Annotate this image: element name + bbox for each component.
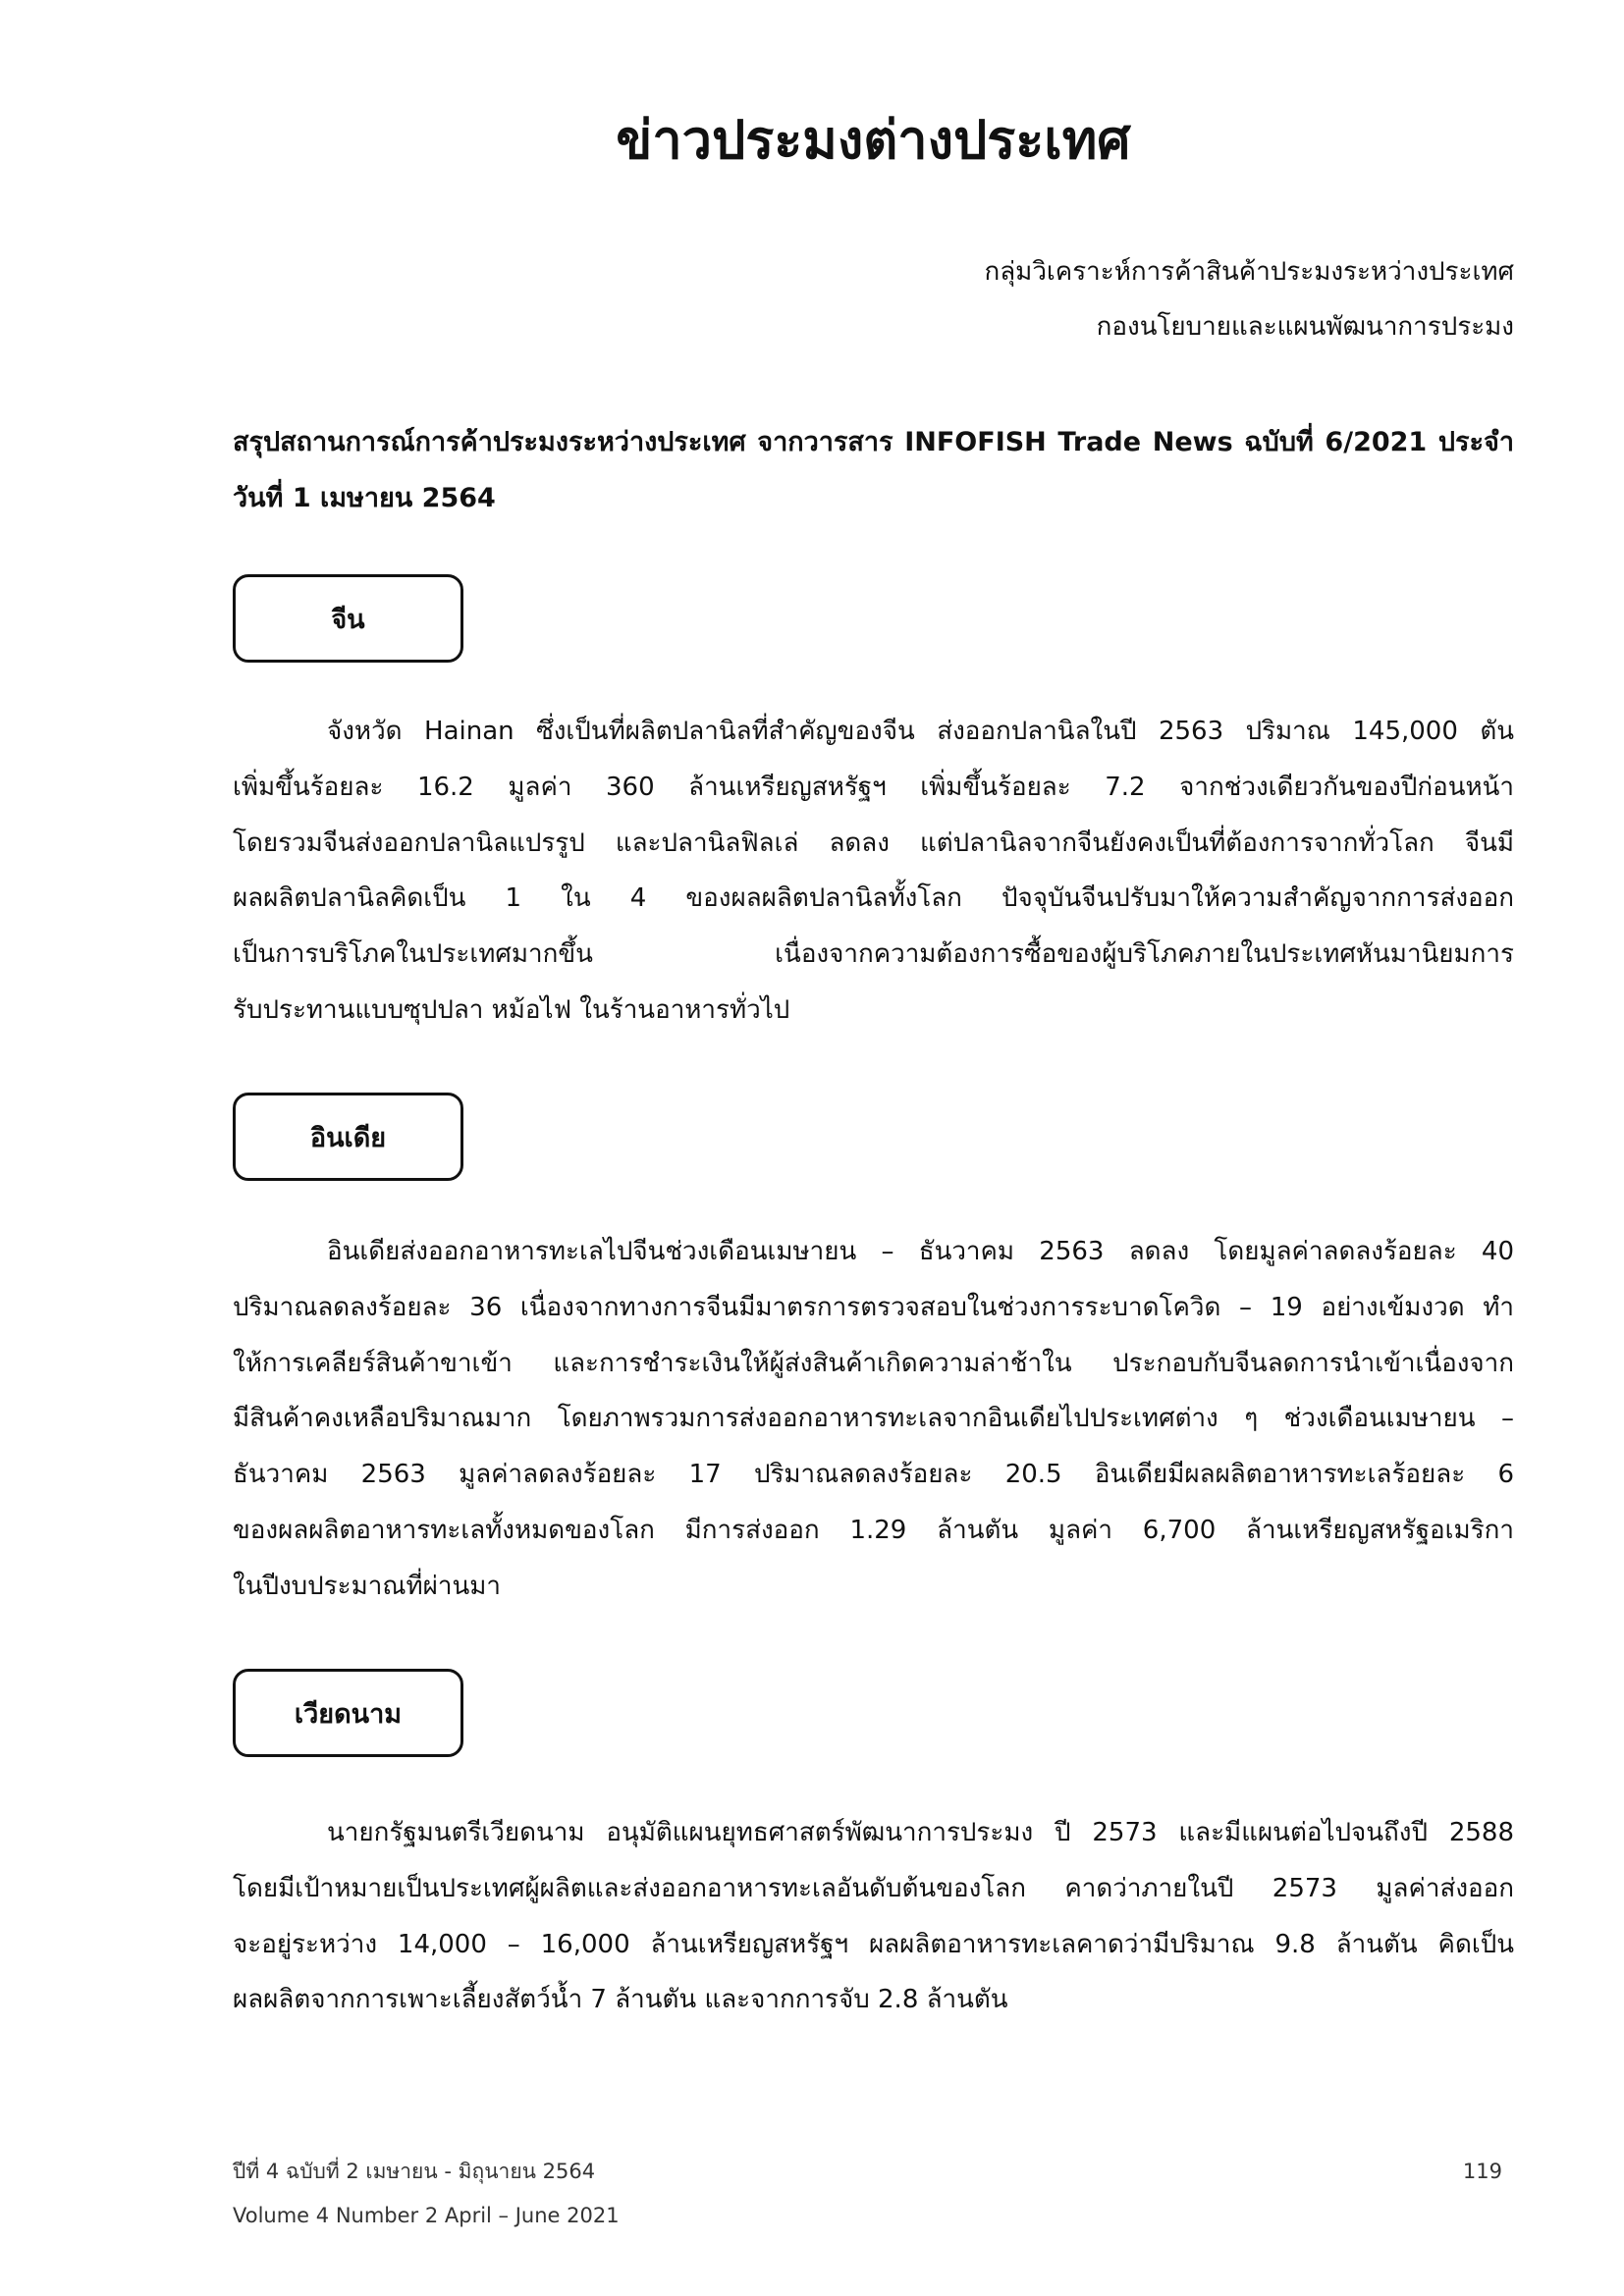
- agency-block: [233, 244, 1514, 354]
- section-label-text: เวียดนาม: [294, 1698, 403, 1730]
- page-title: ข่าวประมงต่างประเทศ: [616, 109, 1131, 171]
- paragraph-line: เพิ่มขึ้นร้อยละ 16.2 มูลค่า 360 ล้านเหรียญสหรัฐฯ เพิ่มขึ้นร้อยละ 7.2 จากช่วงเดียวกันของปีก่อนหน้า: [233, 772, 1514, 802]
- section-body-china: [233, 704, 1514, 1039]
- summary-heading-line: วันที่ 1 เมษายน 2564: [233, 483, 496, 513]
- section-body-vietnam: [233, 1805, 1514, 2028]
- page-number: 119: [1462, 2160, 1502, 2183]
- section-label-india: [233, 1093, 463, 1181]
- paragraph-line: มีสินค้าคงเหลือปริมาณมาก โดยภาพรวมการส่งออกอาหารทะเลจากอินเดียไปประเทศต่าง ๆ ช่วงเดือนเมษายน –: [233, 1404, 1514, 1434]
- section-label-text: อินเดีย: [309, 1122, 387, 1153]
- paragraph-line: ในปีงบประมาณที่ผ่านมา: [233, 1571, 501, 1601]
- paragraph-line: โดยมีเป้าหมายเป็นประเทศผู้ผลิตและส่งออกอาหารทะเลอันดับต้นของโลก คาดว่าภายในปี 2573 มูลค่าส่งออก: [233, 1873, 1514, 1903]
- paragraph-line: ให้การเคลียร์สินค้าขาเข้า และการชำระเงินให้ผู้ส่งสินค้าเกิดความล่าช้าใน ประกอบกับจีนลดการนำเข้าเนื่องจาก: [233, 1348, 1514, 1378]
- paragraph-line: จะอยู่ระหว่าง 14,000 – 16,000 ล้านเหรียญสหรัฐฯ ผลผลิตอาหารทะเลคาดว่ามีปริมาณ 9.8 ล้านตัน คิดเป็น: [233, 1929, 1514, 1959]
- summary-heading-line: สรุปสถานการณ์การค้าประมงระหว่างประเทศ จากวารสาร INFOFISH Trade News ฉบับที่ 6/2021 ประจำ: [233, 427, 1514, 457]
- summary-heading: [233, 414, 1514, 526]
- footer-issue-english: Volume 4 Number 2 April – June 2021: [233, 2204, 620, 2227]
- paragraph-line: ธันวาคม 2563 มูลค่าลดลงร้อยละ 17 ปริมาณลดลงร้อยละ 20.5 อินเดียมีผลผลิตอาหารทะเลร้อยละ 6: [233, 1460, 1514, 1490]
- footer-issue-info: [233, 2156, 620, 2244]
- paragraph-line: ของผลผลิตอาหารทะเลทั้งหมดของโลก มีการส่งออก 1.29 ล้านตัน มูลค่า 6,700 ล้านเหรียญสหรัฐอเมริกา: [233, 1515, 1514, 1545]
- section-label-text: จีน: [331, 604, 365, 635]
- paragraph-line: นายกรัฐมนตรีเวียดนาม อนุมัติแผนยุทธศาสตร์พัฒนาการประมง ปี 2573 และมีแผนต่อไปจนถึงปี 2588: [327, 1818, 1514, 1847]
- paragraph-line: ปริมาณลดลงร้อยละ 36 เนื่องจากทางการจีนมีมาตรการตรวจสอบในช่วงการระบาดโควิด – 19 อย่างเข้มงวด ทำ: [233, 1292, 1514, 1322]
- agency-division: กลุ่มวิเคราะห์การค้าสินค้าประมงระหว่างประเทศ: [984, 257, 1514, 287]
- paragraph-line: จังหวัด Hainan ซึ่งเป็นที่ผลิตปลานิลที่สำคัญของจีน ส่งออกปลานิลในปี 2563 ปริมาณ 145,000 ตัน: [327, 717, 1514, 746]
- paragraph-line: รับประทานแบบซุปปลา หม้อไฟ ในร้านอาหารทั่วไป: [233, 994, 790, 1025]
- section-label-vietnam: [233, 1669, 463, 1757]
- paragraph-line: ผลผลิตจากการเพาะเลี้ยงสัตว์น้ำ 7 ล้านตัน และจากการจับ 2.8 ล้านตัน: [233, 1985, 1008, 2015]
- section-label-china: [233, 574, 463, 663]
- paragraph-line: ผลผลิตปลานิลคิดเป็น 1 ใน 4 ของผลผลิตปลานิลทั้งโลก ปัจจุบันจีนปรับมาให้ความสำคัญจากการส่งออก: [233, 883, 1514, 914]
- paragraph-line: เป็นการบริโภคในประเทศมากขึ้น เนื่องจากความต้องการซื้อของผู้บริโภคภายในประเทศหันมานิยมการ: [233, 939, 1514, 970]
- agency-department: กองนโยบายและแผนพัฒนาการประมง: [1096, 312, 1514, 342]
- paragraph-line: อินเดียส่งออกอาหารทะเลไปจีนช่วงเดือนเมษายน – ธันวาคม 2563 ลดลง โดยมูลค่าลดลงร้อยละ 40: [327, 1237, 1514, 1266]
- paragraph-line: โดยรวมจีนส่งออกปลานิลแปรรูป และปลานิลฟิลเล่ ลดลง แต่ปลานิลจากจีนยังคงเป็นที่ต้องการจากทั่วโลก จีนมี: [233, 828, 1514, 858]
- section-body-india: [233, 1224, 1514, 1615]
- footer-issue-thai: ปีที่ 4 ฉบับที่ 2 เมษายน - มิถุนายน 2564: [233, 2160, 596, 2183]
